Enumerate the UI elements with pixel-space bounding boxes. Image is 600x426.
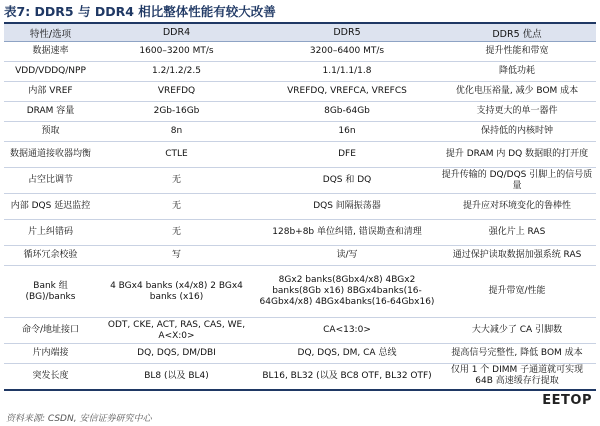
cell-ddr4: 8n (97, 122, 256, 142)
cell-ddr4: 4 BGx4 banks (x4/x8) 2 BGx4 banks (x16) (97, 266, 256, 318)
cell-ddr5: 3200–6400 MT/s (256, 42, 438, 62)
cell-ddr4: 1.2/1.2/2.5 (97, 62, 256, 82)
table-row (4, 266, 596, 318)
cell-feature: 突发长度 (4, 364, 97, 390)
cell-ddr4: CTLE (97, 142, 256, 168)
cell-ddr5: DFE (256, 142, 438, 168)
table-row (4, 142, 596, 168)
cell-feature: Bank 组 (BG)/banks (4, 266, 97, 318)
cell-feature: 内部 DQS 延迟监控 (4, 194, 97, 220)
cell-ddr5: 8Gx2 banks(8Gbx4/x8) 4BGx2 banks(8Gb x16) 8BGx4banks(16-64Gbx4/x8) 4BGx4banks(16-64Gbx16) (256, 266, 438, 318)
table-row (4, 168, 596, 194)
table-row (4, 364, 596, 390)
cell-feature: DRAM 容量 (4, 102, 97, 122)
cell-ddr5: DQ, DQS, DM, CA 总线 (256, 344, 438, 364)
cell-ddr4: 无 (97, 194, 256, 220)
cell-advantage: 支持更大的单一器件 (438, 102, 596, 122)
cell-ddr4: 无 (97, 168, 256, 194)
cell-feature: 内部 VREF (4, 82, 97, 102)
table-row (4, 82, 596, 102)
header-ddr4: DDR4 (97, 23, 256, 42)
cell-ddr4: BL8 (以及 BL4) (97, 364, 256, 390)
cell-ddr5: DQS 和 DQ (256, 168, 438, 194)
cell-ddr4: DQ, DQS, DM/DBI (97, 344, 256, 364)
cell-feature: 占空比调节 (4, 168, 97, 194)
table-title: 表7: DDR5 与 DDR4 相比整体性能有较大改善 (4, 4, 276, 19)
cell-advantage: 优化电压裕量, 减少 BOM 成本 (438, 82, 596, 102)
cell-feature: 数据通道接收器均衡 (4, 142, 97, 168)
cell-ddr5: BL16, BL32 (以及 BC8 OTF, BL32 OTF) (256, 364, 438, 390)
cell-ddr4: VREFDQ (97, 82, 256, 102)
cell-ddr5: CA<13:0> (256, 318, 438, 344)
comparison-table (4, 22, 596, 391)
cell-advantage: 强化片上 RAS (438, 220, 596, 246)
cell-ddr4: 2Gb-16Gb (97, 102, 256, 122)
table-row (4, 220, 596, 246)
cell-advantage: 大大减少了 CA 引脚数 (438, 318, 596, 344)
cell-ddr5: 1.1/1.1/1.8 (256, 62, 438, 82)
cell-advantage: 保持低的内核时钟 (438, 122, 596, 142)
cell-ddr5: 8Gb-64Gb (256, 102, 438, 122)
cell-ddr5: DQS 间隔振荡器 (256, 194, 438, 220)
cell-advantage: 提升 DRAM 内 DQ 数据眼的打开度 (438, 142, 596, 168)
cell-feature: 片内端接 (4, 344, 97, 364)
cell-feature: VDD/VDDQ/NPP (4, 62, 97, 82)
cell-advantage: 提升应对环境变化的鲁棒性 (438, 194, 596, 220)
table-row (4, 42, 596, 62)
header-ddr5-advantage: DDR5 优点 (438, 23, 596, 42)
cell-ddr4: ODT, CKE, ACT, RAS, CAS, WE, A<X:0> (97, 318, 256, 344)
table-row (4, 122, 596, 142)
cell-advantage: 提高信号完整性, 降低 BOM 成本 (438, 344, 596, 364)
cell-ddr4: 无 (97, 220, 256, 246)
source-note: 资料来源: CSDN, 安信证券研究中心 (6, 414, 152, 424)
header-feature: 特性/选项 (4, 23, 97, 42)
table-header-row (4, 23, 596, 42)
cell-ddr5: 16n (256, 122, 438, 142)
table-row (4, 344, 596, 364)
cell-feature: 命令/地址接口 (4, 318, 97, 344)
table-row (4, 62, 596, 82)
table-row (4, 318, 596, 344)
watermark-logo: EETOP (542, 393, 592, 408)
cell-feature: 预取 (4, 122, 97, 142)
cell-advantage: 提升性能和带宽 (438, 42, 596, 62)
cell-ddr5: VREFDQ, VREFCA, VREFCS (256, 82, 438, 102)
cell-advantage: 降低功耗 (438, 62, 596, 82)
table-row (4, 102, 596, 122)
table-row (4, 194, 596, 220)
cell-feature: 数据速率 (4, 42, 97, 62)
cell-ddr4: 1600–3200 MT/s (97, 42, 256, 62)
cell-ddr5: 128b+8b 单位纠错, 错误勘查和清理 (256, 220, 438, 246)
cell-advantage: 仅用 1 个 DIMM 子通道就可实现 64B 高速缓存行提取 (438, 364, 596, 390)
table-row (4, 246, 596, 266)
cell-feature: 循环冗余校验 (4, 246, 97, 266)
cell-advantage: 通过保护读取数据加强系统 RAS (438, 246, 596, 266)
cell-advantage: 提升传输的 DQ/DQS 引脚上的信号质量 (438, 168, 596, 194)
cell-advantage: 提升带宽/性能 (438, 266, 596, 318)
cell-feature: 片上纠错码 (4, 220, 97, 246)
cell-ddr4: 写 (97, 246, 256, 266)
cell-ddr5: 读/写 (256, 246, 438, 266)
header-ddr5: DDR5 (256, 23, 438, 42)
